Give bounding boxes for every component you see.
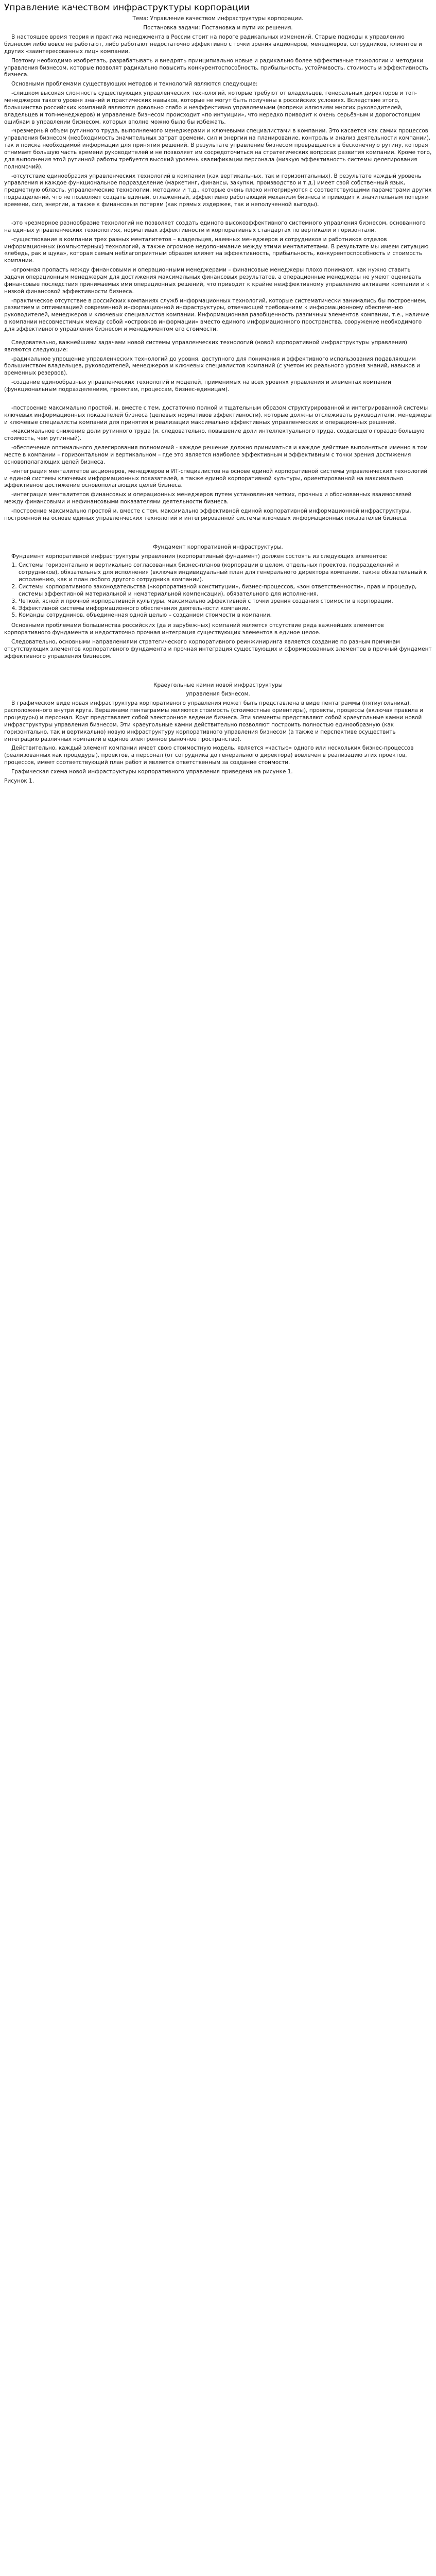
cornerstones-paragraph-2: Действительно, каждый элемент компании имеет свою стоимостную модель, является «частью» одного или нескольких бизнес-процессов (реализованных как процедуры), проектов, а персонал (от сотрудника до генерального директора) вовлечен в реализацию этих проектов, процессов, имеет соответствующий план работ и является ответственным за создание стоимости. xyxy=(4,745,414,766)
subtitle-line: Постановка задачи: Постановка и пути их решения. xyxy=(143,25,293,31)
problem-7: -практическое отсутствие в российских компаниях служб информационных технологий, которые систематически занимались бы построением, развитием и оптимизацией современной информационной инфраструктуры, отвечающей требованиям к информационному обеспечению руководителей, менеджеров и ключевых специалистов компании. Информационная разобщенность различных элементов компании, т.е., наличие в компании несовместимых между собой «островков информации» вместо единого информационного пространства, сооружение необходимого для эффективного управления бизнесом и менеджментом его стоимости. xyxy=(4,297,429,332)
topic-line: Тема: Управление качеством инфраструктуры корпорации. xyxy=(132,15,304,22)
intro-paragraph-2: Поэтому необходимо изобретать, разрабатывать и внедрять принципиально новые и радикально более эффективные технологии и методики управления бизнесом, которые позволят радикально повысить конкурентоспособность, прибыльность, устойчивость, стоимость и эффективность бизнеса. xyxy=(4,57,428,78)
figure-label: Рисунок 1. xyxy=(4,777,34,784)
cornerstones-heading-line-2: управления бизнесом. xyxy=(186,691,250,698)
problem-6: -огромная пропасть между финансовыми и операционными менеджерами – финансовые менеджеры плохо понимают, как нужно ставить задачи операционным менеджерам для достижения максимальных финансовых результатов, а операционные менеджеры не умеют оценивать финансовые последствия принимаемых ими операционных решений, что приводит к крайне неэффективному управлению активами компании и к низкой финансовой эффективности бизнеса. xyxy=(4,267,430,295)
cornerstones-heading-line-1: Краеугольные камни новой инфраструктуры xyxy=(153,682,283,688)
task-2: -создание единообразных управленческих технологий и моделей, применимых на всех уровнях управления и элементах компании (функциональным подразделениям, проектам, процессам, бизнес-единицам). xyxy=(4,379,391,393)
task-4: -максимальное снижение доли рутинного труда (и, следовательно, повышение доли интеллектуального труда, создающего гораздо большую стоимость, чем рутинный). xyxy=(4,428,425,442)
foundation-item-3: 3. Четкой, ясной и прочной корпоративной культуры, максимально эффективной с точки зрения создания стоимости в корпорации. xyxy=(19,598,432,605)
cornerstones-paragraph-3: Графическая схема новой инфраструктуры корпоративного управления приведена на рисунке 1. xyxy=(11,769,293,775)
intro-paragraph-3: Основными проблемами существующих методов и технологий являются следующие: xyxy=(11,81,258,88)
foundation-item-1: 1. Системы горизонтально и вертикально согласованных бизнес-планов (корпорации в целом, отдельных проектов, подразделений и сотрудников), обязательных для исполнения (включая индивидуальный план для генерального директора компании, также обязательный к исполнению, как и план любого другого сотрудника компании). xyxy=(19,562,432,584)
task-6: -интеграция менталитетов акционеров, менеджеров и ИТ-специалистов на основе единой корпоративной системы управленческих технологий и единой системы ключевых информационных показателей, а также единой корпоративной культуры, ориентированной на максимально эффективное достижение основополагающих целей бизнеса. xyxy=(4,468,428,489)
foundation-item-5: 5. Команды сотрудников, объединенная одной целью – созданием стоимости в компании. xyxy=(19,612,432,619)
task-7: -интеграция менталитетов финансовых и операционных менеджеров путем установления четких, прочных и обоснованных взаимосвязей между финансовыми и нефинансовыми показателями деятельности бизнеса. xyxy=(4,492,412,505)
foundation-list xyxy=(4,562,432,619)
task-1: -радикальное упрощение управленческих технологий до уровня, доступного для понимания и эффективного использования подавляющим большинством владельцев, руководителей, менеджеров и ключевых специалистов компаний (с учетом их реального уровня знаний, навыков и временных резервов). xyxy=(4,355,421,377)
problem-3: -отсутствие единообразия управленческих технологий в компании (как вертикальных, так и горизонтальных). В результате каждый уровень управления и каждое функциональное подразделение (маркетинг, финансы, закупки, производство и т.д.) имеет свой собственный язык, предметную область, управленческие технологии, методики и т.д., которые очень плохо интегрируются с соответствующими параметрами других подразделений, что не позволяет создать единый, отлаженный, эффективно работающий механизм бизнеса и приводит к значительным потерям времени, сил, энергии, а также к финансовым потерям (как прямых издержек, так и неполученной выгоды). xyxy=(4,173,432,208)
problem-2: -чрезмерный объем рутинного труда, выполняемого менеджерами и ключевыми специалистами в компании. Это касается как самих процессов управления бизнесом (необходимость значительных затрат времени, сил и энергии на планирование, контроль и анализ деятельности компании), так и поиска необходимой информации для принятия решений. В результате управление бизнесом превращается в бесконечную рутину, которая отнимает большую часть времени руководителей и не позволяет им сосредоточиться на стратегических вопросах развития компании. Кроме того, для выполнения этой рутинной работы требуется высокий уровень квалификации персонала (низкую эффективность системы делегирования полномочий). xyxy=(4,128,432,170)
foundation-item-4: 4. Эффективной системы информационного обеспечения деятельности компании. xyxy=(19,605,432,613)
foundation-after-2: Следовательно, основными направлениями стратегического корпоративного реинжиниринга является создание по разным причинам отсутствующих элементов корпоративного фундамента и прочная интеграция существующих и сформированных элементов в прочный фундамент эффективного управления бизнесом. xyxy=(4,639,432,659)
foundation-item-2: 2. Системы корпоративного законодательства («корпоративной конституции», бизнес-процессов, «зон ответственности», прав и процедур, системы эффективной материальной и нематериальной компенсации), обязательного для исполнения. xyxy=(19,584,432,598)
task-8: -построение максимально простой и, вместе с тем, максимально эффективной единой корпоративной информационной инфраструктуры, построенной на основе единых управленческих технологий и интегрированной системы ключевых информационных показателей бизнеса. xyxy=(4,508,411,521)
tasks-intro: Следовательно, важнейшими задачами новой системы управленческих технологий (новой корпоративной инфраструктуры управления) являются следующие: xyxy=(4,339,407,353)
foundation-after-1: Основными проблемами большинства российских (да и зарубежных) компаний является отсутствие ряда важнейших элементов корпоративного фундамента и недостаточно прочная интеграция существующих элементов в единое целое. xyxy=(4,622,384,636)
foundation-heading: Фундамент корпоративной инфраструктуры. xyxy=(153,544,283,550)
task-3: -построение максимально простой, и, вместе с тем, достаточно полной и тщательным образом структурированной и интегрированной системы ключевых информационных показателей бизнеса (целевых нормативов эффективности), которые должны отслеживать руководители, менеджеры и ключевые специалисты компании для принятия и реализации максимально эффективных управленческих и операционных решений. xyxy=(4,404,432,426)
problem-5: -существование в компании трех разных менталитетов – владельцев, наемных менеджеров и сотрудников и работников отделов информационных (компьютерных) технологий, а также огромное недопонимание между этими менталитетами. В результате мы имеем ситуацию «лебедь, рак и щука», которая самым неблагоприятным образом влияет на эффективность, прибыльность, конкурентоспособность и стоимость компании. xyxy=(4,236,429,264)
problem-1: -слишком высокая сложность существующих управленческих технологий, которые требуют от владельцев, генеральных директоров и топ-менеджеров такого уровня знаний и практических навыков, которые не могут быть получены в российских условиях. Вследствие этого, большинство российских компаний являются довольно слабо и неэффективно управляемыми (вопреки иллюзиям многих руководителей, владельцев и топ-менеджеров) и управление бизнесом происходит «по интуиции», что нередко приводит к очень серьёзным и дорогостоящим ошибкам в управлении бизнесом, которых вполне можно было бы избежать. xyxy=(4,90,421,125)
intro-paragraph-1: В настоящее время теория и практика менеджмента в России стоит на пороге радикальных изменений. Старые подходы к управлению бизнесом либо вовсе не работают, либо работают недостаточно эффективно с точки зрения акционеров, менеджеров, сотрудников, клиентов и других «заинтересованных лиц» компании. xyxy=(4,34,422,55)
document-page xyxy=(0,0,436,792)
problem-4: -это чрезмерное разнообразие технологий не позволяет создать единого высокоэффективного системного управления бизнесом, основанного на единых управленческих технологиях, нормативах эффективности и корпоративных стандартах по вертикали и горизонтали. xyxy=(4,219,426,233)
foundation-intro: Фундамент корпоративной инфраструктуры управления (корпоративный фундамент) должен состоять из следующих элементов: xyxy=(11,553,388,560)
page-title: Управление качеством инфраструктуры корпорации xyxy=(4,3,250,13)
cornerstones-paragraph-1: В графическом виде новая инфраструктура корпоративного управления может быть представлена в виде пентаграммы (пятиугольника), расположенного внутри круга. Вершинами пентаграммы являются стоимость (стоимостные ориентиры), проекты, процессы (включая правила и процедуры) и персонал. Круг представляет собой электронное ведение бизнеса. Эти элементы представляют собой краеугольные камни новой инфраструктуры управления бизнесом. Эти краеугольные камни действительно позволяют построить полностью единообразную (как горизонтально, так и вертикально) новую инфраструктуру корпоративного управления бизнесом (а также и перспективе осуществить интеграцию различных компаний в единое электронное рыночное пространство). xyxy=(4,700,424,742)
task-5: -обеспечение оптимального делегирования полномочий - каждое решение должно приниматься и каждое действие выполняться именно в том месте в компании – горизонтальном и вертикальном – где это является наиболее эффективным и эффективным с точки зрения достижения основополагающих целей бизнеса. xyxy=(4,445,428,465)
